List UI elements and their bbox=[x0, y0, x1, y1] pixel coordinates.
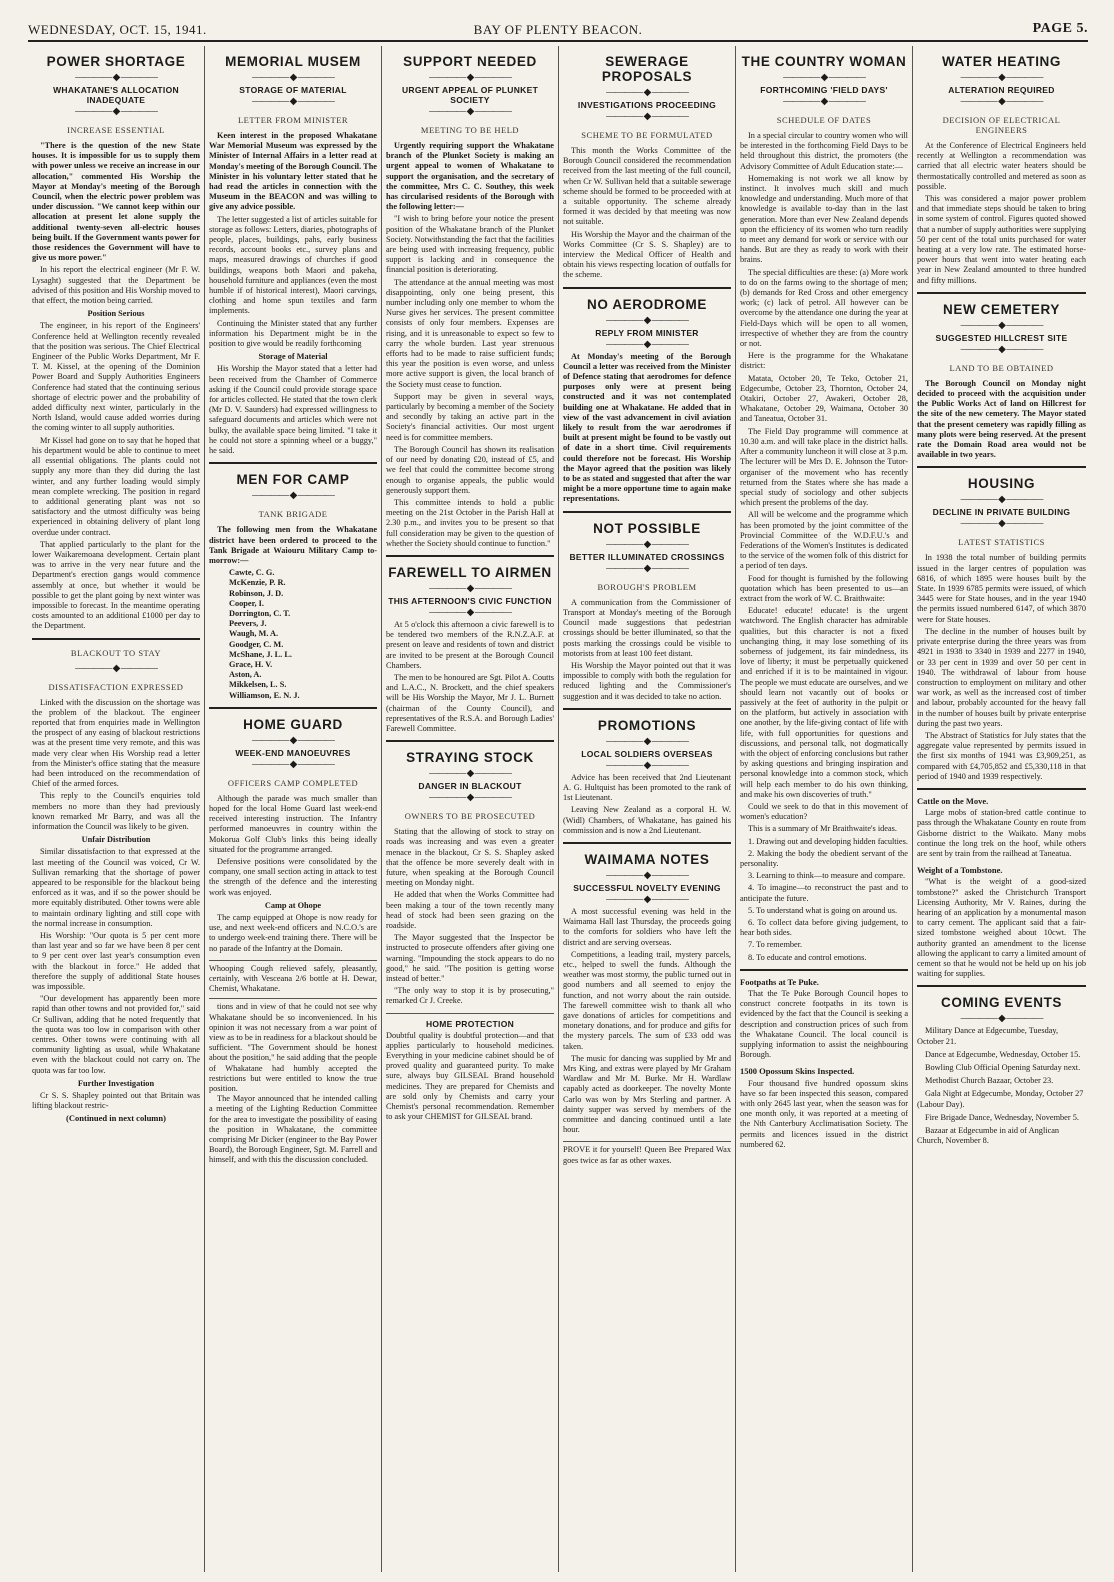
paragraph: His Worship the Mayor pointed out that it was impossible to comply with both the regulation for reduced lighting and the Commissioner's suggestion and it was decided to take no action. bbox=[563, 660, 731, 701]
article-promotions bbox=[563, 718, 731, 836]
paragraph: The engineer, in his report of the Engineers' Conference held at Wellington recently revealed that the position was serious. The Chief Electrical Engineer of the Public Works Department, Mr F. T. M. Kissel, at the opening of the Dominion Power Board and Supply Authorities Engineers Conference had stated that the continuing serious shortage of electric power and the probability of added difficulty next winter, particularly in the North Island, would cause added worries during the coming winter to all supply authorities. bbox=[32, 321, 200, 433]
ornament-rule bbox=[386, 769, 554, 779]
article-straying-stock bbox=[386, 750, 554, 1006]
ornament-rule bbox=[740, 73, 908, 83]
ad-text: Doubtful quality is doubtful protection—and that applies particularly to household medicines. Everything in your medicine cabinet should be of proved quality and guaranteed purity. To make sure, always buy GILSEAL Brand household medicines. They are prepared for Chemists and are sold only by Chemists and carry your Chemist's personal recommendation. Remember to ask your CHEMIST for GILSEAL brand. bbox=[386, 1030, 554, 1122]
ad-text: Whooping Cough relieved safely, pleasantly, certainly, with Vesceana 2/6 bottle at H. Dewar, Chemist, Whakatane. bbox=[209, 963, 377, 994]
list-item: Goodger, C. M. bbox=[229, 639, 284, 649]
paragraph: Competitions, a leading trail, mystery parcels, etc., helped to swell the funds. Although the weather was most stormy, the public turned out in good numbers and all seemed to enjoy the function, and not worry about the rain outside. The farewell committee wish to thank all who gave donations of articles for competitions and monetary donations, and for produce and gifts for the mystery parcels. The sum of £33 odd was taken. bbox=[563, 949, 731, 1051]
article-body bbox=[917, 553, 1086, 781]
ornament-rule bbox=[563, 871, 731, 881]
paragraph: "The only way to stop it is by prosecuting," remarked Cr J. Creeke. bbox=[386, 986, 554, 1006]
paragraph: "Our development has apparently been more rapid than other towns and not provided for," said Cr Sullivan, adding that he noted frequently that the quota was too low in comparison with other centres. Other towns were continuing with all community lighting as usual, while Whakatane even with the blackout could not carry on. The quota was far too low. bbox=[32, 994, 200, 1075]
paragraph: A most successful evening was held in the Waimama Hall last Thursday, the proceeds going to the comforts for soldiers who have left the district and are serving overseas. bbox=[563, 906, 731, 947]
ornament-rule bbox=[209, 73, 377, 83]
divider bbox=[32, 638, 200, 640]
paragraph: His Worship the Mayor and the chairman of the Works Committee (Cr S. S. Shapley) are to interview the Medical Officer of Health and obtain his views respecting location of outfalls for the scheme. bbox=[563, 229, 731, 280]
list-item: 2. Making the body the obedient servant of the personality. bbox=[740, 848, 908, 869]
paragraph: The Mayor suggested that the Inspector be instructed to prosecute offenders after giving one warning. "Impounding the stock appears to do no good," he said. "The position is getting worse instead of better." bbox=[386, 933, 554, 983]
paragraph: The decline in the number of houses built by private enterprise during the three years was from 4921 in 1938 to 3340 in 1939 and 2277 in 1940, or 33 per cent in 1939 and over 50 per cent in 1940. The withdrawal of labour from house construction to employment on military and other war work, as well as the increased cost of timber and labour, probably accounted for the heavy fall in the number of houses built by private enterprise during the past two years. bbox=[917, 626, 1086, 728]
list-item: 6. To collect data before giving judgement, to hear both sides. bbox=[740, 918, 908, 938]
article-power-shortage bbox=[32, 54, 200, 632]
article-title: HOME GUARD bbox=[243, 716, 343, 732]
lead-paragraph: The Borough Council on Monday night decided to proceed with the acquisition under the Public Works Act of land on Hillcrest for the site of the new cemetery. The Mayor stated that the present cemetery was rapidly filling as many plots were being reserved. At the present rate the Domain Road area would not be available in two years. bbox=[917, 378, 1086, 460]
ornament-rule bbox=[917, 321, 1086, 331]
event-item: Bowling Club Official Opening Saturday next. bbox=[925, 1063, 1081, 1072]
paragraph: The men to be honoured are Sgt. Pilot A. Coutts and L.A.C., N. Brockett, and the chief speakers will be His Worship the Mayor, Mr J. L. Burnett (chairman of the County Council), and representatives of the R.S.A. and Borough Ladies' Farewell Committee. bbox=[386, 672, 554, 733]
article-subtitle: STORAGE OF MATERIAL bbox=[239, 85, 347, 95]
ornament-rule bbox=[32, 107, 200, 117]
article-title: MEN FOR CAMP bbox=[236, 472, 350, 488]
ornament-rule bbox=[563, 564, 731, 574]
article-subtitle: BETTER ILLUMINATED CROSSINGS bbox=[569, 551, 725, 562]
article-kicker: OWNERS TO BE PROSECUTED bbox=[404, 811, 536, 822]
lead-paragraph: "There is the question of the new State houses. It is impossible for us to supply them with power unless we receive an increase in our allocation," commented His Worship the Mayor at Monday's meeting of the Borough Council, when the electric power problem was under discussion. "We cannot keep within our allocation at present let alone supply the additional twenty-seven all-electric houses being built. If the Government wants power for those residences the Government will have to give us more power." bbox=[32, 141, 200, 263]
list-item: 7. To remember. bbox=[748, 940, 803, 950]
page-number: PAGE 5. bbox=[1032, 21, 1088, 36]
divider bbox=[209, 707, 377, 709]
paragraph: All will be welcome and the programme which has been promoted by the joint committee of the Provincial Committee of the W.D.F.U.'s and Federations of the Women's Institutes is dedicated to the service of the women folk of this district for a period of ten days. bbox=[740, 510, 908, 571]
paragraph: The music for dancing was supplied by Mr and Mrs King, and extras were played by Mr Graham Wardlaw and Mr M. Burke. Mr H. Wardlaw capably acted as doorkeeper. The novelty Monte Carlo was won by Mrs Sterling and partner. A dainty supper was served by members of the committee and dancing continued until a late hour. bbox=[563, 1053, 731, 1135]
article-home-guard bbox=[209, 717, 377, 954]
article-waimama-notes bbox=[563, 852, 731, 1135]
article-kicker: SCHEME TO BE FORMULATED bbox=[581, 130, 713, 140]
article-title: WAIMAMA NOTES bbox=[584, 851, 710, 867]
section-heading: Further Investigation bbox=[77, 1078, 155, 1088]
ornament-rule bbox=[917, 495, 1086, 505]
list-item: Waugh, M. A. bbox=[229, 629, 279, 639]
column-6 bbox=[913, 46, 1090, 1572]
divider bbox=[563, 511, 731, 513]
divider bbox=[386, 740, 554, 742]
column-3 bbox=[382, 46, 559, 1572]
paragraph: The Abstract of Statistics for July states that the aggregate value represented by permits issued in the first six months of 1941 was £3,909,251, as compared with £4,705,852 and £5,330,118 in that period of 1940 and 1939 respectively. bbox=[917, 730, 1086, 781]
ornament-rule bbox=[386, 73, 554, 83]
event-item: Fire Brigade Dance, Wednesday, November 5. bbox=[925, 1112, 1079, 1122]
article-subtitle: SUCCESSFUL NOVELTY EVENING bbox=[573, 882, 721, 893]
event-item: Bazaar at Edgecumbe in aid of Anglican Church, November 8. bbox=[917, 1126, 1060, 1146]
ornament-rule bbox=[917, 73, 1086, 83]
paragraph: Defensive positions were consolidated by the company, one small section acting in attack to test the strength of the defence and the interesting work was enjoyed. bbox=[209, 856, 377, 897]
article-body bbox=[209, 131, 377, 456]
ornament-rule bbox=[386, 608, 554, 618]
paragraph: The special difficulties are these: (a) More work to do on the farms owing to the shortage of men; (b) demands for Red Cross and other emergency work; (c) lack of petrol. All however can be overcome by the attendance one during the year at Field-Days which will be open to all women, irrespective of whether they are from the country or not. bbox=[740, 267, 908, 349]
paragraph: Cr S. S. Shapley pointed out that Britain was lifting blackout restric- bbox=[32, 1091, 200, 1111]
article-kicker: TANK BRIGADE bbox=[258, 509, 328, 520]
article-subtitle: LOCAL SOLDIERS OVERSEAS bbox=[581, 748, 713, 759]
divider bbox=[386, 555, 554, 557]
article-subtitle: WHAKATANE'S ALLOCATION INADEQUATE bbox=[53, 85, 179, 105]
article-footpaths bbox=[740, 977, 908, 1150]
ornament-rule bbox=[563, 540, 731, 550]
divider bbox=[563, 708, 731, 710]
paragraph: The Field Day programme will commence at 10.30 a.m. and will take place in the district halls. After a community luncheon it will close at 3 p.m. The lecturer will be Mrs D. E. Johnson the Tutor-organiser of the movement who has recently returned from the States where she has made a special study of sociology and other subjects which present the problems of the day. bbox=[740, 426, 908, 508]
list-item: McKenzie, P. R. bbox=[229, 578, 286, 588]
lead-paragraph: Keen interest in the proposed Whakatane War Memorial Museum was expressed by the Minister of Internal Affairs in a letter read at Monday's meeting of the Borough Council. The Minister in his voluntary letter stated that he had read the articles in connection with the Museum in the BEACON and was willing to give any advice possible. bbox=[209, 131, 377, 212]
section-heading: Unfair Distribution bbox=[81, 835, 151, 845]
paragraph: This committee intends to hold a public meeting on the 21st October in the Parish Hall at 2.30 p.m., and invites you to be present so that full consideration may be given to the question of whether the Society should continue to function." bbox=[386, 497, 554, 548]
article-title: NO AERODROME bbox=[587, 296, 707, 312]
paragraph: This reply to the Council's enquiries told members no more than they had previously known remarked Mr Barry, and was all the information the Council was likely to be given. bbox=[32, 791, 200, 831]
lead-paragraph: Urgently requiring support the Whakatane branch of the Plunket Society is making an urgent appeal to women of Whakatane to support the organisation, and the secretary of the committee, Mrs C. C. Southey, this week has circularised residents of the Borough with the following letter:— bbox=[386, 141, 554, 212]
article-body bbox=[563, 146, 731, 281]
event-item: Dance at Edgecumbe, Wednesday, October 15. bbox=[925, 1049, 1081, 1059]
paragraph: Four thousand five hundred opossum skins have so far been inspected this season, compared with only 2645 last year, when the season was for one month only, it was reported at a meeting of the Nth Canterbury Acclimatisation Society. The permits and licences issued in the district numbered 62. bbox=[740, 1078, 908, 1149]
article-title: SEWERAGE PROPOSALS bbox=[601, 54, 693, 84]
article-body bbox=[386, 827, 554, 1006]
paragraph: Stating that the allowing of stock to stray on roads was increasing and was even a greater menace in the blackout, Cr S. S. Shapley asked that the offence be more severely dealt with in future, when speaking at the Borough Council meeting on Monday night. bbox=[386, 827, 554, 888]
article-kicker: LAND TO BE OBTAINED bbox=[949, 362, 1054, 373]
paragraph: Homemaking is not work we all know by instinct. It involves much skill and much knowledge and understanding. Much more of that knowledge is available to-day than in the last generation. More than ever New Zealand depends upon the efficiency of its women who turn readily to meet any demand for work or service with our hands. But are they as ready to work with their brains. bbox=[740, 173, 908, 265]
section-heading: Weight of a Tombstone. bbox=[917, 865, 1003, 876]
list-item: Mikkelsen, L. S. bbox=[229, 680, 287, 690]
ornament-rule bbox=[386, 107, 554, 117]
paragraph: The letter suggested a list of articles suitable for storage as follows: Letters, diaries, photographs of people, places, buildings, pahs, early business records, account books etc., survey plans and maps, measured drawings of churches if good buildings, weapons both Maori and pakeha, household furniture and appliances (even the most humble if of historical interest), Maori carvings, clothing and home spun textiles and farm implements. bbox=[209, 214, 377, 316]
lead-paragraph: The following men from the Whakatane district have been ordered to proceed to the Tank Brigade at Waiouru Military Camp to-morrow:— bbox=[209, 525, 377, 565]
article-title: POWER SHORTAGE bbox=[46, 54, 186, 69]
ornament-rule bbox=[917, 97, 1086, 107]
ornament-rule bbox=[563, 895, 731, 905]
list-item: Robinson, J. D. bbox=[229, 588, 284, 598]
paragraph: Similar dissatisfaction to that expressed at the last meeting of the Council was voiced, Cr W. Sullivan remarking that the shortage of power appeared to be responsible for the blackout being enforced as it was, and if so the power should be more equitably distributed. Other towns were able to maintain ordinary lighting and still cope with the normal increase in consumption. bbox=[32, 847, 200, 928]
paragraph: The attendance at the annual meeting was most disappointing, only one being present, this number including only one member to whom the Nurse gives her services. The present committee consists of only four members. Expenses are rising, and it is unreasonable to expect so few to carry the whole burden. Last year strenuous efforts had to be made to raise sufficient funds; this year the position is even worse, and unless more active support is given, the local branch of the Society must cease to function. bbox=[386, 277, 554, 389]
paragraph: Continuing the Minister stated that any further information his Department might be in the position to give would be readily forthcoming bbox=[209, 318, 377, 349]
ornament-rule bbox=[209, 97, 377, 107]
divider bbox=[209, 462, 377, 464]
article-memorial-museum bbox=[209, 54, 377, 456]
paragraph: This month the Works Committee of the Borough Council considered the recommendation received from the last meeting of the full council, when Cr W. Sullivan held that a suitable sewerage scheme should be formed to be proceeded with at a suitable opportunity. The scheme already formed it was decided by that meeting was now not suitable. bbox=[563, 146, 731, 227]
article-title: NEW CEMETERY bbox=[943, 301, 1060, 317]
section-heading: Cattle on the Move. bbox=[917, 795, 989, 806]
ornament-rule bbox=[209, 760, 377, 770]
article-water-heating bbox=[917, 54, 1086, 286]
paragraph: Educate! educate! educate! is the urgent watchword. The English character has admirable qualities, but this character is not a fixed unchanging thing, it may lose something of its soberness of judgement, its fair mindedness, its love of liberty; it must be perpetually quickened and enriched if it is to be maintained in vigour. The people we must educate are ourselves, and we should learn not vacantly out of books or passively at the feet of authority in the pulpit or on the platform, but actively in association with one another, by the life-giving contact of life with life, with full opportunities for questions and discussions, and personal talk, not dogmatically with the object of enforcing conclusions but rather by asking questions and bringing inspiration and personal knowledge into a common stock, which will help each member to do his own thinking, and make his own discoveries of truth." bbox=[740, 606, 908, 799]
article-body bbox=[563, 773, 731, 836]
divider bbox=[917, 788, 1086, 790]
paper-name: BAY OF PLENTY BEACON. bbox=[473, 22, 643, 37]
advertisement bbox=[563, 1141, 731, 1165]
paragraph: In his report the electrical engineer (Mr F. W. Lysaght) suggested that the Department be advised of this position and His Worship moved to that effect, the motion being carried. bbox=[32, 265, 200, 306]
article-title: BLACKOUT TO STAY bbox=[70, 647, 162, 658]
ornament-rule bbox=[386, 793, 554, 803]
paragraph: "I wish to bring before your notice the present position of the Whakatane branch of the Plunket Society. Notwithstanding the fact that the facilities are being used with increasing frequency, public support is lacking and in consequence the financial position is deteriorating. bbox=[386, 214, 554, 275]
advertisement bbox=[209, 960, 377, 995]
paragraph: Large mobs of station-bred cattle continue to pass through the Whakatane County en route from Gisborne district to the Waikato. Many mobs continue the long trek on the hoof, while others are sent by train from the railhead at Taneatua. bbox=[917, 808, 1086, 858]
article-briefs bbox=[917, 796, 1086, 979]
list-item: 1. Drawing out and developing hidden faculties. bbox=[748, 836, 908, 846]
article-kicker: DISSATISFACTION EXPRESSED bbox=[48, 681, 184, 692]
names-list bbox=[209, 568, 377, 701]
continued-note: (Continued in next column) bbox=[66, 1113, 166, 1124]
ornament-rule bbox=[740, 97, 908, 107]
ornament-rule bbox=[563, 340, 731, 350]
list-item: 3. Learning to think—to measure and compare. bbox=[748, 871, 906, 881]
event-item: Gala Night at Edgecumbe, Monday, October 27 (Labour Day). bbox=[917, 1089, 1084, 1109]
article-body bbox=[563, 907, 731, 1135]
article-kicker: INCREASE ESSENTIAL bbox=[66, 125, 165, 135]
ornament-rule bbox=[32, 73, 200, 83]
article-kicker: LETTER FROM MINISTER bbox=[237, 115, 349, 125]
section-heading: Storage of Material bbox=[258, 352, 328, 362]
section-heading: 1500 Opossum Skins Inspected. bbox=[740, 1066, 855, 1077]
ornament-rule bbox=[563, 112, 731, 122]
ornament-rule bbox=[209, 736, 377, 746]
ornament-rule bbox=[32, 664, 200, 674]
paragraph: Matata, October 20, Te Teko, October 21, Edgecumbe, October 23, Thornton, October 24, Otakiri, October 27, Awakeri, October 28, Whakatane, October 29, Waimana, October 30 and Taneatua, October 31. bbox=[740, 373, 908, 424]
event-item: Methodist Church Bazaar, October 23. bbox=[925, 1076, 1054, 1086]
article-kicker: BOROUGH'S PROBLEM bbox=[597, 581, 697, 592]
paragraph: He added that when the Works Committee had been making a tour of the town recently many head of stock had been seen grazing on the roadside. bbox=[386, 890, 554, 930]
paragraph: Could we seek to do that in this movement of women's education? bbox=[740, 802, 908, 822]
masthead bbox=[28, 20, 1088, 42]
ornament-rule bbox=[563, 761, 731, 771]
paragraph: The Borough Council has shown its realisation of our need by donating £20, instead of £5, and we feel that could the committee become strong enough to organise appeals, the public would generously support them. bbox=[386, 444, 554, 495]
list-item: Grace, H. V. bbox=[229, 659, 273, 669]
ornament-rule bbox=[563, 88, 731, 98]
divider bbox=[917, 466, 1086, 468]
article-subtitle: REPLY FROM MINISTER bbox=[595, 327, 699, 338]
paragraph: Food for thought is furnished by the following quotation which has been presented to us—an extract from the work of W. C. Braithwaite: bbox=[740, 573, 908, 603]
article-sewerage bbox=[563, 54, 731, 281]
article-housing bbox=[917, 476, 1086, 781]
list-item: Cawte, C. G. bbox=[229, 568, 275, 578]
paragraph: "What is the weight of a good-sized tombstone?" asked the Christchurch Transport Licensing Authority, Mr V. Raines, during the hearing of an application by a monumental mason to carry cement. The applicant said that a fair-sized tombstone weighed about 10cwt. The authority granted an amendment to the license allowing the applicant to carry a limited amount of cement so that he would not be held up on his job waiting for supplies. bbox=[917, 877, 1086, 979]
list-item: Peevers, J. bbox=[229, 619, 267, 629]
ad-title: HOME PROTECTION bbox=[425, 1018, 515, 1029]
article-title: NOT POSSIBLE bbox=[593, 520, 701, 536]
paragraph: In 1938 the total number of building permits issued in the larger centres of population was 6816, of which 1895 were houses built by the State. In 1939 6785 permits were issued, of which 3445 were for State houses, and in the year 1940 the permits issued numbered 6147, of which 3870 were for State houses. bbox=[917, 553, 1086, 624]
article-body bbox=[563, 598, 731, 702]
ornament-rule bbox=[386, 584, 554, 594]
article-title: PROMOTIONS bbox=[597, 717, 697, 733]
article-body bbox=[917, 379, 1086, 461]
paragraph: This is a summary of Mr Braithwaite's ideas. bbox=[748, 824, 897, 834]
article-title: HOUSING bbox=[967, 476, 1036, 492]
article-subtitle: WEEK-END MANOEUVRES bbox=[235, 747, 351, 758]
section-heading: Footpaths at Te Puke. bbox=[740, 976, 819, 987]
article-subtitle: FORTHCOMING 'FIELD DAYS' bbox=[760, 85, 888, 95]
ornament-rule bbox=[563, 316, 731, 326]
divider bbox=[563, 842, 731, 844]
article-body bbox=[386, 141, 554, 549]
paragraph: Leaving New Zealand as a corporal H. W. (Widl) Chambers, of Whakatane, has gained his commission and is now a 2nd Lieutenant. bbox=[563, 805, 731, 835]
ornament-rule bbox=[563, 737, 731, 747]
article-body bbox=[209, 525, 377, 700]
article-body bbox=[386, 620, 554, 734]
article-subtitle: ALTERATION REQUIRED bbox=[948, 85, 1055, 95]
article-blackout bbox=[32, 648, 200, 1124]
column-1 bbox=[28, 46, 205, 1572]
event-item: Military Dance at Edgecumbe, Tuesday, October 21. bbox=[917, 1026, 1059, 1046]
news-columns bbox=[28, 46, 1090, 1572]
article-title: WATER HEATING bbox=[941, 54, 1062, 69]
article-subtitle: URGENT APPEAL OF PLUNKET SOCIETY bbox=[401, 85, 539, 105]
list-item: Aston, A. bbox=[229, 670, 262, 680]
paragraph: Mr Kissel had gone on to say that he hoped that his department would be able to continue to meet all essential obligations. The plants could not supply any more than they did during the last winter, and any further loading would simply mean complete wrecking. The position in regard to additional generating plant was not so satisfactory and the utmost difficulty was being experienced in obtaining delivery of plant long overdue under contract. bbox=[32, 435, 200, 537]
article-title: THE COUNTRY WOMAN bbox=[741, 54, 907, 69]
article-body bbox=[917, 141, 1086, 286]
divider bbox=[740, 969, 908, 971]
article-body bbox=[209, 794, 377, 954]
paragraph: tions and in view of that he could not see why Whakatane should be so inconvenienced. In his opinion it was not necessary from a war point of view as to be in readiness for a blackout should be sufficient. "The Government should be honest about the position," he said adding that the people of Whakatane had humbly accepted the restrictions but were entitled to know the true position. bbox=[209, 1002, 377, 1094]
article-body bbox=[32, 698, 200, 1124]
paragraph: That the Te Puke Borough Council hopes to construct concrete footpaths in its town is evidenced by the fact that the Council is seeking a description and construction prices of such from the Whakatane Council. The local council is supplying information to assist the neighbouring Borough. bbox=[740, 989, 908, 1060]
paragraph: His Worship: "Our quota is 5 per cent more than last year and so far we have been 8 per cent to 9 per cent over last year's consumption even with the blackout in force." He added that therefore the supply of additional State houses was impossible. bbox=[32, 931, 200, 992]
issue-date: WEDNESDAY, OCT. 15, 1941. bbox=[28, 22, 207, 37]
paragraph: Linked with the discussion on the shortage was the problem of the blackout. The engineer reported that from enquiries made in Wellington the prospect of any easing of blackout restrictions was at the present time very remote, and this was made very clear when His Worship read a letter from the Minister's office stating that the measure had been introduced on the recommendation of Chief of the armed forces. bbox=[32, 697, 200, 789]
article-subtitle: THIS AFTERNOON'S CIVIC FUNCTION bbox=[388, 595, 552, 606]
coming-events bbox=[917, 995, 1086, 1146]
paragraph: At the Conference of Electrical Engineers held recently at Wellington a recommendation was carried that all electric water heaters should be thermostatically controlled and metered as soon as possible. bbox=[917, 141, 1086, 191]
article-support-needed bbox=[386, 54, 554, 549]
list-item: McShane, J. L. L. bbox=[229, 649, 292, 659]
article-subtitle: DECLINE IN PRIVATE BUILDING bbox=[932, 507, 1071, 518]
ornament-rule bbox=[917, 1014, 1086, 1024]
article-kicker: SCHEDULE OF DATES bbox=[776, 115, 872, 125]
paragraph: Here is the programme for the Whakatane district: bbox=[740, 351, 908, 371]
ornament-rule bbox=[917, 345, 1086, 355]
list-item: Williamson, E. N. J. bbox=[229, 690, 300, 700]
column-4 bbox=[559, 46, 736, 1572]
paragraph: His Worship the Mayor stated that a letter had been received from the Chamber of Commerce asking if the Council could provide storage space for articles collected. He stated that the town clerk (Mr D. V. Saunders) had expressed willingness to safeguard documents and articles which were not bulky, the available space being limited. "I take it he could not store a spinning wheel or a buggy," he said. bbox=[209, 364, 377, 456]
list-item: Dorrington, C. T. bbox=[229, 608, 291, 618]
article-kicker: LATEST STATISTICS bbox=[958, 537, 1045, 548]
paragraph: A communication from the Commissioner of Transport at Monday's meeting of the Borough Council made suggestions that pedestrian crossings should be better illuminated, so that the posts marking the crossings could be visible to motorists from at least 100 feet distant. bbox=[563, 597, 731, 658]
article-men-for-camp bbox=[209, 472, 377, 700]
article-not-possible bbox=[563, 521, 731, 702]
column-2 bbox=[205, 46, 382, 1572]
article-title: SUPPORT NEEDED bbox=[403, 54, 537, 69]
section-heading: Camp at Ohope bbox=[264, 900, 322, 910]
article-kicker: MEETING TO BE HELD bbox=[420, 125, 520, 135]
paragraph: Although the parade was much smaller than hoped for the local Home Guard last week-end received interesting instruction. The Infantry performed manoeuvres in country within the Mokorua Golf Club's links this being ideally situated for the programme arranged. bbox=[209, 793, 377, 854]
article-title: COMING EVENTS bbox=[940, 995, 1063, 1011]
column-5 bbox=[736, 46, 913, 1572]
article-subtitle: SUGGESTED HILLCREST SITE bbox=[935, 332, 1068, 343]
article-country-woman bbox=[740, 54, 908, 963]
divider bbox=[917, 985, 1086, 987]
paragraph: Support may be given in several ways, particularly by becoming a member of the Society and secondly by taking an active part in the Society's financial activities. Our most urgent need is for committee members. bbox=[386, 391, 554, 442]
paragraph: At 5 o'clock this afternoon a civic farewell is to be tendered two members of the R.N.Z.A.F. at present on leave and residents of town and district are invited to be present at the Borough Council Chambers. bbox=[386, 619, 554, 670]
divider bbox=[917, 292, 1086, 294]
divider bbox=[563, 287, 731, 289]
article-kicker: DECISION OF ELECTRICAL ENGINEERS bbox=[942, 115, 1061, 135]
ornament-rule bbox=[917, 519, 1086, 529]
list-item: 4. To imagine—to reconstruct the past and to anticipate the future. bbox=[740, 883, 908, 903]
section-heading: Position Serious bbox=[87, 309, 145, 319]
paragraph: In a special circular to country women who will be interested in the forthcoming Field Days to be held throughout this district, the promoters (the Advisory Committee of Adult Education state:— bbox=[740, 131, 908, 171]
article-title: STRAYING STOCK bbox=[406, 750, 534, 766]
list-item: Cooper, I. bbox=[229, 598, 264, 608]
list-item: 5. To understand what is going on around us. bbox=[748, 905, 898, 915]
paragraph: Advice has been received that 2nd Lieutenant A. G. Hultquist has been promoted to the rank of 1st Lieutenant. bbox=[563, 772, 731, 803]
article-farewell-airmen bbox=[386, 565, 554, 734]
article-new-cemetery bbox=[917, 302, 1086, 461]
paragraph: The Mayor announced that he intended calling a meeting of the Lighting Reduction Committee for the area to investigate the possibility of easing the position in Whakatane, the committee comprising Mr Dicker (engineer to the Bay Power Board), the Borough Engineer, Sgt. M. Farrell and himself, and with this the discussion concluded. bbox=[209, 1094, 377, 1165]
article-kicker: OFFICERS CAMP COMPLETED bbox=[227, 777, 359, 788]
article-body bbox=[740, 131, 908, 963]
article-subtitle: DANGER IN BLACKOUT bbox=[418, 781, 522, 792]
article-body bbox=[32, 141, 200, 632]
article-title: FAREWELL TO AIRMEN bbox=[388, 564, 552, 580]
article-body bbox=[563, 352, 731, 505]
lead-paragraph: At Monday's meeting of the Borough Council a letter was received from the Minister of Defence stating that aerodromes for defence purposes only were at present being constructed and it was not contemplated building one at Whakatane. He added that in view of the vast advancement in civil aviation likely to result from the war aerodromes if built at present might be found to be vastly out of date in a short time. Civil requirements could therefore not be forecast. His Worship the Mayor agreed that the position was likely to be as stated and suggested that after the war might be a more opportune time to again make representations. bbox=[563, 351, 731, 504]
article-title: MEMORIAL MUSEM bbox=[225, 54, 361, 69]
paragraph: The camp equipped at Ohope is now ready for use, and next week-end officers and N.C.O.'s are to undergo week-end training there. There will be no parade of the Infantry at the Domain. bbox=[209, 912, 377, 953]
ad-text: PROVE it for yourself! Queen Bee Prepared Wax goes twice as far as other waxes. bbox=[563, 1145, 731, 1165]
advertisement bbox=[386, 1013, 554, 1123]
list-item: 8. To educate and control emotions. bbox=[748, 952, 867, 962]
ornament-rule bbox=[209, 491, 377, 501]
continued-article bbox=[209, 998, 377, 1165]
paragraph: That applied particularly to the plant for the lower Waikaremoana development. Certain plant was to arrive in the very near future and the Department's erection gangs would commence assembly at once, but whether it would be possible to get the plant going by next winter was impossible to forecast. In the meantime operating costs amounted to an additional £1000 per day to the Department. bbox=[32, 539, 200, 631]
article-no-aerodrome bbox=[563, 297, 731, 505]
paragraph: This was considered a major power problem and that immediate steps should be taken to bring in some system of control. Figures quoted showed that a number of supply authorities were supplying 50 per cent of the total units purchased for water heating at a very low rate. The estimated horse-power hours that went into water heating each year in New Zealand amounted to three hundred and fifty millions. bbox=[917, 194, 1086, 285]
article-subtitle: INVESTIGATIONS PROCEEDING bbox=[577, 100, 717, 110]
